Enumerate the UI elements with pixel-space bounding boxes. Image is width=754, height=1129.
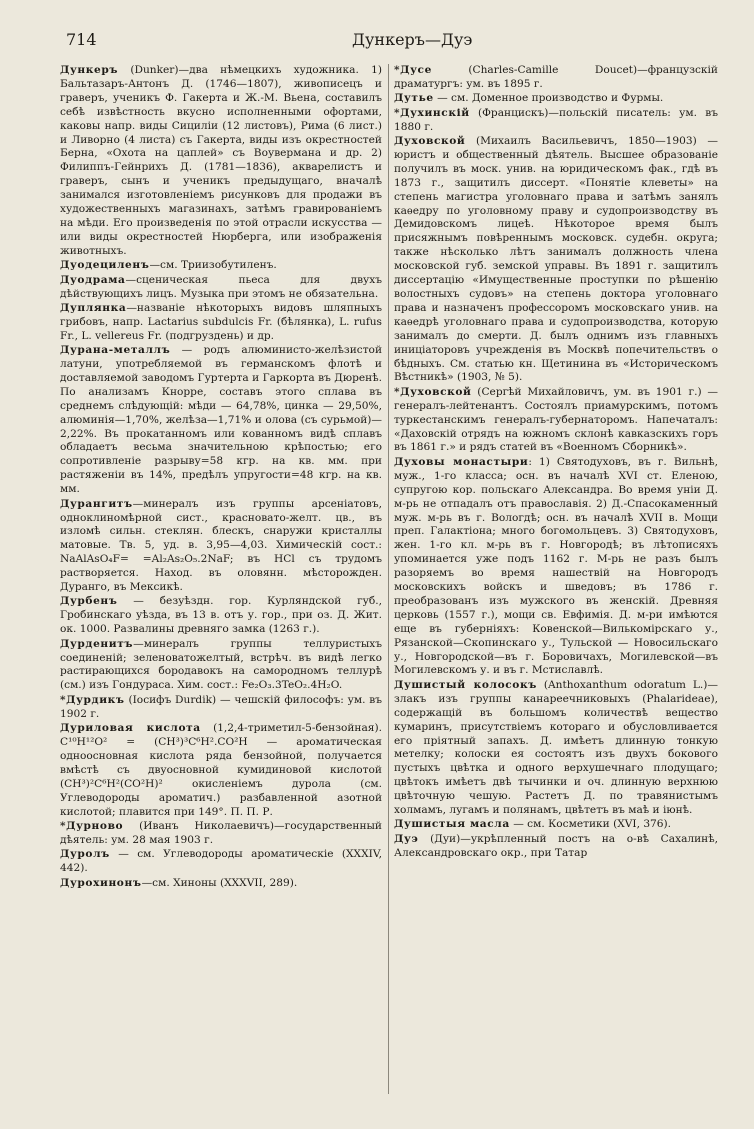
entry-text: (1,2,4-триметил-5-бензойная). C¹⁰H¹²O² = (CH³)³C⁶H².CO²H — ароматическая одноосновная кислота ряда бензойной, получается вмѣстѣ съ двуосновной кумидиновой кислотой (CH³)²C⁶H²(CO²H)² окисленіемъ дурола (см. Углеводороды ароматич.) разбавленной азотной кислотой; плавится при 149°. П. П. Р. — [60, 722, 382, 818]
column-divider — [388, 64, 389, 1094]
headword: *Дурново — [60, 819, 124, 832]
entry-durana-metall — [60, 344, 382, 497]
headword: Дуодециленъ — [60, 259, 150, 272]
headword: Дункеръ — [60, 64, 119, 76]
entry-durdenit — [60, 638, 382, 694]
headword: Душистый колосокъ — [394, 678, 537, 691]
entry-durangit — [60, 498, 382, 595]
entry-text: — безуѣздн. гор. Курляндской губ., Гробинскаго уѣзда, въ 13 в. отъ у. гор., при оз. Д. Жит. ок. 1000. Развалины древняго замка (1263 г.). — [60, 595, 382, 636]
entry-text: —сценическая пьеса для двухъ дѣйствующихъ лицъ. Музыка при этомъ не обязательна. — [60, 273, 382, 300]
entry-dukhovskoy-sergey — [394, 386, 718, 456]
headword: Дурана-металлъ — [60, 344, 171, 357]
headword: Дуодрама — [60, 273, 126, 286]
entry-dushisty-kolosok — [394, 679, 718, 818]
entry-text: (Дуи)—укрѣпленный постъ на о-вѣ Сахалинѣ, Александровскаго окр., при Татар — [394, 832, 718, 859]
entry-text: —см. Хиноны (XXXVII, 289). — [141, 876, 298, 889]
entry-text: — см. Доменное производство и Фурмы. — [433, 92, 664, 105]
entry-duodrama — [60, 274, 382, 302]
entry-dukhinsky — [394, 107, 718, 135]
entry-text: (Сергѣй Михайловичъ, ум. въ 1901 г.) — генералъ-лейтенантъ. Состоялъ приамурскимъ, потомъ туркестанскимъ генералъ-губернаторомъ. Напечаталъ: «Даховскій отрядъ на южномъ склонѣ кавказскихъ горъ въ 1861 г.» и рядъ статей въ «Военномъ Сборникѣ». — [394, 385, 718, 454]
headword: Духовской — [394, 135, 466, 148]
entry-durokhinon — [60, 877, 382, 891]
entry-due — [394, 833, 718, 861]
entry-text: (Михаилъ Васильевичъ, 1850—1903) — юристъ и общественный дѣятель. Высшее образованіе получилъ въ моск. унив. на юридическомъ фак., гдѣ въ 1873 г., защитилъ диссерт. «Понятіе клеветы» на степень магистра уголовнаго права и затѣмъ занялъ каѳедру по уголовному праву и судопроизводству въ Демидовскомъ лицеѣ. Нѣкоторое время былъ присяжнымъ повѣреннымъ московск. судебн. округа; также нѣсколько лѣтъ занималъ должность члена московской губ. земской управы. Въ 1891 г. защитилъ диссертацію «Имущественные проступки по рѣшенію волостныхъ судовъ» на степень доктора уголовнаго права и назначенъ профессоромъ московскаго унив. на каѳедрѣ уголовнаго права и судопроизводства, которую занималъ до смерти. Д. былъ однимъ изъ главныхъ иниціаторовъ учрежденія въ Москвѣ попечительствъ о бѣдныхъ. См. статью кн. Щетинина въ «Историческомъ Вѣстникѣ» (1903, № 5). — [394, 135, 718, 384]
entry-dukhovskoy-mikhail — [394, 135, 718, 385]
left-column — [60, 64, 382, 891]
entry-dushistye-masla — [394, 818, 718, 832]
headword: Дуролъ — [60, 848, 110, 861]
headword: Дуплянка — [60, 301, 127, 314]
entry-text: (Францискъ)—польскій писатель: ум. въ 1880 г. — [394, 106, 718, 133]
entry-durdik — [60, 694, 382, 722]
right-column — [394, 64, 718, 861]
entry-durilovaya-kislota — [60, 722, 382, 819]
entry-durben — [60, 595, 382, 637]
headword: Духовы монастыри — [394, 455, 529, 468]
entry-dunker — [60, 64, 382, 259]
entry-text: —минералъ группы теллуристыхъ соединеній; зеленоватожелтый, встрѣч. въ видѣ легко растирающихся бородавокъ на самородномъ теллурѣ (см.) изъ Гондураса. Хим. сост.: Fe₂O₃.3TeO₂.4H₂O. — [60, 637, 382, 692]
entry-text: : 1) Святодуховъ, въ г. Вильнѣ, муж., 1-го класса; осн. въ началѣ XVI ст. Еленою, супругою кор. польскаго Александра. Во время уніи Д. м-рь не отпадалъ отъ православія. 2) Д.-Спасокаменный муж. м-рь въ г. Вологдѣ; осн. въ началѣ XVII в. Мощи преп. Галактіона; много богомольцевъ. 3) Святодуховъ, жен. 1-го кл. м-рь въ г. Новгородѣ; въ лѣтописяхъ упоминается уже подъ 1162 г. М-рь не разъ былъ разоряемъ во время нашествій на Новгородъ московскихъ войскъ и шведовъ; въ 1786 г. преобразованъ изъ мужского въ женскій. Древняя церковь (1557 г.), мощи св. Евфимія. Д. м-ри имѣются еще въ губерніяхъ: Ковенской—Вилькомірскаго у., Рязанской—Скопинскаго у., Тульской — Новосильскаго у., Новгородской—въ г. Боровичахъ, Могилевской—въ Могилевскомъ у. и въ г. Мстиславлѣ. — [394, 455, 718, 677]
headword: Дурохинонъ — [60, 876, 142, 889]
entry-text: (Anthoxanthum odoratum L.)—злакъ изъ группы канареечниковыхъ (Phalarideae), содержащій въ большомъ количествѣ вещество кумаринъ, присутствіемъ котораго и обусловливается его пріятный запахъ. Д. имѣетъ длинную тонкую метелку; колоски ея состоятъ изъ двухъ бокового пустыхъ цвѣтка и одного верхушечнаго плодущаго; цвѣтокъ имѣетъ двѣ тычинки и оч. длинную верхнюю цвѣточную чешую. Растетъ Д. по травянистымъ холмамъ, лугамъ и полянамъ, цвѣтетъ въ маѣ и іюнѣ. — [394, 678, 719, 817]
headword: Душистыя масла — [394, 818, 510, 831]
entry-text: —названіе нѣкоторыхъ видовъ шляпныхъ грибовъ, напр. Lactarius subdulcis Fr. (бѣлянка), L. rufus Fr., L. vellereus Fr. (подгруздень) и др. — [60, 301, 382, 342]
entry-dutye — [394, 92, 718, 106]
page-header — [66, 30, 696, 52]
entry-duodetsilen — [60, 259, 382, 273]
entry-text: (Иванъ Николаевичъ)—государственный дѣятель: ум. 28 мая 1903 г. — [60, 819, 382, 846]
entry-text: — родъ алюминисто-желѣзистой латуни, употребляемой въ германскомъ флотѣ и доставляемой заводомъ Гуртерта и Гаркорта въ Дюренѣ. По анализамъ Кнорре, составъ этого сплава въ среднемъ слѣдующій: мѣди — 64,78%, цинка — 29,50%, алюминія—1,70%, желѣза—1,71% и олова (съ сурьмой)—2,22%. Въ прокатанномъ или кованномъ видѣ сплавъ обладаетъ весьма значительною крѣпостью; его сопротивленіе разрыву=58 кгр. на кв. мм. при растяженіи въ 14%, предѣлъ упругости=48 кгр. на кв. мм. — [60, 344, 382, 496]
entry-dukhovy-monastyri — [394, 456, 718, 679]
entry-duse — [394, 64, 718, 92]
headword: Дурангитъ — [60, 497, 133, 510]
headword: *Духовской — [394, 385, 472, 398]
entry-text: —см. Триизобутиленъ. — [149, 259, 277, 272]
entry-durnovo — [60, 820, 382, 848]
headword: Дутье — [394, 92, 434, 105]
page-number: 714 — [66, 30, 97, 49]
entry-text: (Іосифъ Durdik) — чешскій философъ: ум. въ 1902 г. — [60, 693, 382, 720]
entry-text: (Dunker)—два нѣмецкихъ художника. 1) Бальтазаръ-Антонъ Д. (1746—1807), живописецъ и граверъ, ученикъ Ф. Гакерта и Ж.-М. Вьена, составилъ себѣ извѣстность вкусно исполненными офортами, каковы напр. виды Сициліи (12 листовъ), Рима (6 лист.) и Ливорно (4 листа) съ Гакерта, виды изъ окрестностей Берна, «Охота на цаплей» съ Воувермана и др. 2) Филиппъ-Гейнрихъ Д. (1781—1836), акварелистъ и граверъ, сынъ и ученикъ предыдущаго, вначалѣ занимался изготовленіемъ рисунковъ для продажи въ художественныхъ магазинахъ, затѣмъ гравированіемъ на мѣди. Его произведенія по этой отрасли искусства — или виды окрестностей Нюрберга, или изображенія животныхъ. — [60, 64, 382, 257]
headword: *Дусе — [394, 64, 432, 76]
entry-text: (Charles-Camille Doucet)—французскій драматургъ: ум. въ 1895 г. — [394, 64, 718, 90]
headword: *Духинскій — [394, 106, 470, 119]
entry-text: — см. Углеводороды ароматическіе (XXXIV, 442). — [60, 848, 382, 875]
headword: *Дурдикъ — [60, 693, 125, 706]
headword: Дурбенъ — [60, 595, 118, 608]
entry-duplyanka — [60, 302, 382, 344]
entry-durol — [60, 848, 382, 876]
headword: Дуэ — [394, 832, 419, 845]
entry-text: — см. Косметики (XVI, 376). — [509, 818, 672, 831]
headword: Дурденитъ — [60, 637, 134, 650]
running-title: Дункеръ—Дуэ — [352, 30, 473, 49]
entry-text: —минералъ изъ группы арсеніатовъ, одноклиномѣрной сист., красновато-желт. цв., въ изломѣ сильн. стеклян. блескъ, снаружи кристаллы матовые. Тв. 5, уд. в. 3,95—4,03. Химическій сост.: NaAlAsO₄F= =Al₂As₂O₅.2NaF; въ HCl съ трудомъ растворяется. Наход. въ оловянн. мѣсторожден. Дуранго, въ Мексикѣ. — [60, 497, 382, 594]
headword: Дуриловая кислота — [60, 722, 201, 735]
